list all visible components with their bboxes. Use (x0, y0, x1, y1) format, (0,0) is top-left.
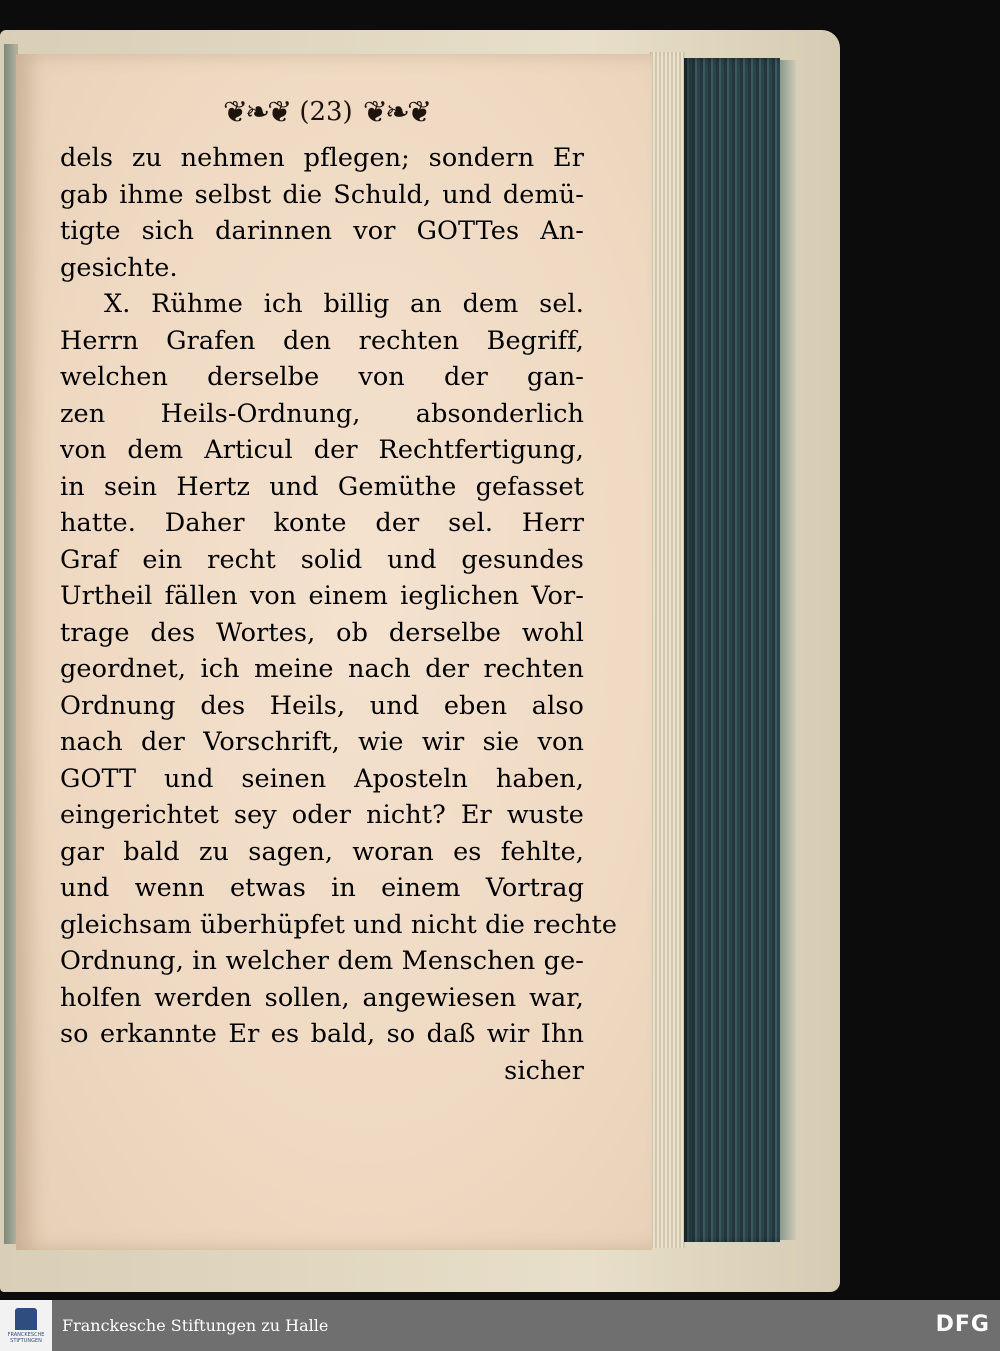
text-line: dels zu nehmen pflegen; sondern Er (60, 143, 584, 173)
text-line: gar bald zu sagen, woran es fehlte, (60, 836, 584, 867)
text-line: in sein Hertz und Gemüthe gefasset (60, 471, 584, 502)
page-body (60, 140, 618, 1089)
text-line: zen Heils-Ordnung, absonderlich (60, 398, 584, 429)
text-line: so erkannte Er es bald, so daß wir Ihn (60, 1019, 584, 1049)
text-line: Ordnung des Heils, und eben also (60, 690, 584, 721)
catchword: sicher (504, 1055, 584, 1086)
building-icon (15, 1308, 37, 1330)
text-line: trage des Wortes, ob derselbe wohl (60, 617, 584, 648)
page-header (216, 92, 436, 132)
text-line: von dem Articul der Rechtfertigung, (60, 435, 584, 465)
text-line: gesichte. (60, 252, 178, 283)
text-line: X. Rühme ich billig an dem sel. (104, 289, 584, 319)
fore-edge (684, 58, 780, 1242)
ornament-left: ❦❧❦ (222, 94, 290, 130)
text-line: Ordnung, in welcher dem Menschen ge- (60, 946, 584, 976)
text-line: tigte sich darinnen vor GOTTes An- (60, 216, 584, 246)
text-line: GOTT und seinen Aposteln haben, (60, 763, 584, 794)
text-line: welchen derselbe von der gan- (60, 362, 584, 392)
text-line: hatte. Daher konte der sel. Herr (60, 508, 584, 538)
franckesche-logo[interactable] (0, 1300, 52, 1351)
cover-edge (780, 60, 796, 1240)
ornament-right: ❦❧❦ (362, 94, 430, 130)
text-line: nach der Vorschrift, wie wir sie von (60, 727, 584, 757)
text-line: eingerichtet sey oder nicht? Er wuste (60, 800, 584, 830)
text-line: gleichsam überhüpfet und nicht die rechte (60, 909, 618, 940)
institution-name[interactable]: Franckesche Stiftungen zu Halle (62, 1316, 329, 1335)
text-line: holfen werden sollen, angewiesen war, (60, 982, 584, 1013)
text-line: und wenn etwas in einem Vortrag (60, 873, 584, 903)
text-line: geordnet, ich meine nach der rechten (60, 654, 584, 684)
text-line: Graf ein recht solid und gesundes (60, 544, 584, 575)
logo-caption: FRANCKESCHE STIFTUNGEN (7, 1331, 45, 1344)
dfg-logo[interactable]: DFG (935, 1312, 990, 1337)
page-number: (23) (299, 97, 353, 127)
text-line: Herrn Grafen den rechten Begriff, (60, 325, 584, 356)
text-line: gab ihme selbst die Schuld, und demü- (60, 179, 584, 210)
page-stack-edge (650, 52, 685, 1248)
viewer-footer (0, 1300, 1000, 1351)
text-line: Urtheil fällen von einem ieglichen Vor- (60, 581, 584, 611)
